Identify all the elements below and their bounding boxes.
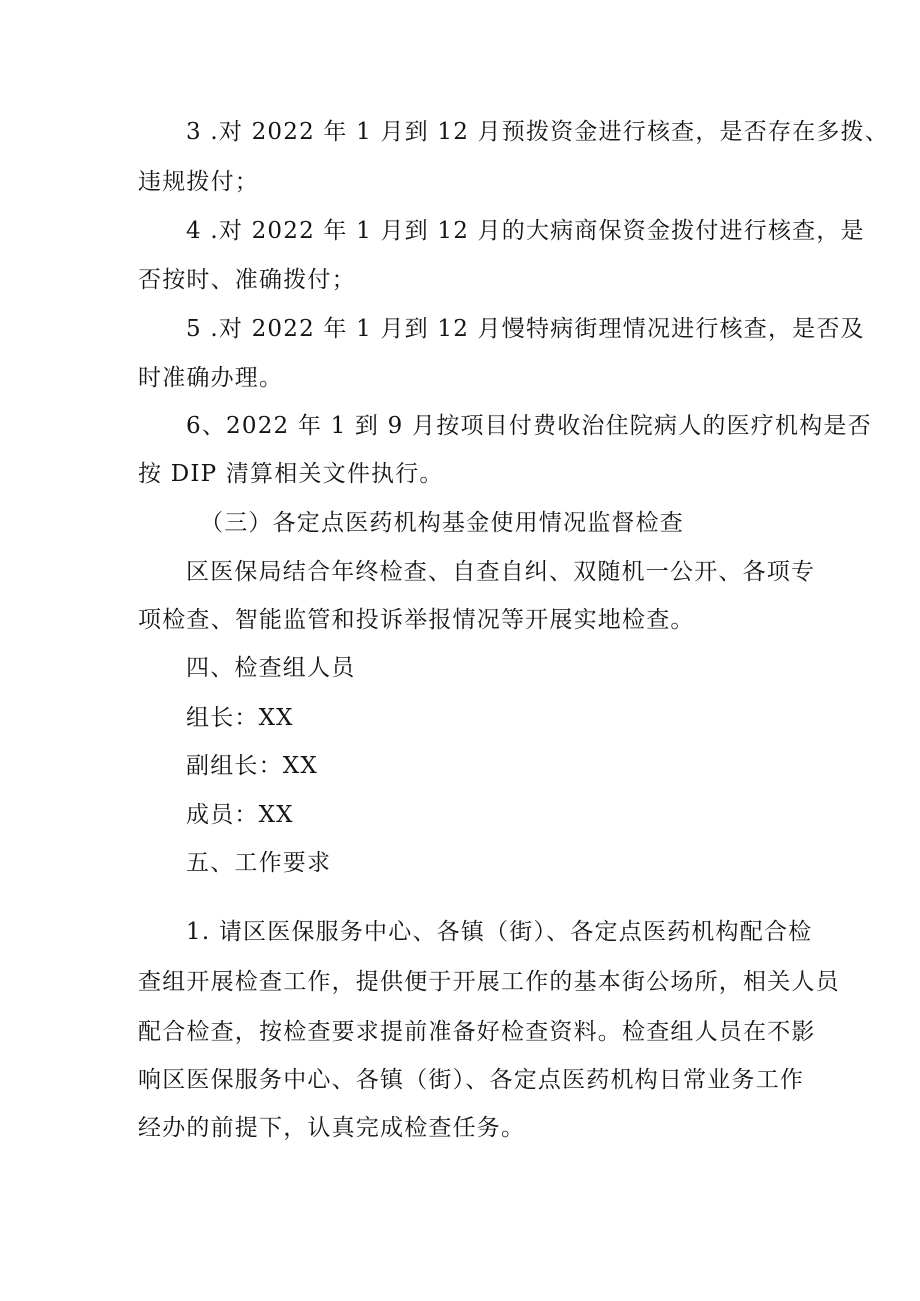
- requirement-1-line-5: 经办的前提下，认真完成检查任务。: [138, 1115, 526, 1141]
- requirement-1-line-4: 响区医保服务中心、各镇（街）、各定点医药机构日常业务工作: [138, 1067, 805, 1093]
- requirement-1-line-3: 配合检查，按检查要求提前准备好检查资料。检查组人员在不影: [138, 1019, 816, 1045]
- item-3-line-1: 3 .对 2022 年 1 月到 12 月预拨资金进行核查，是否存在多拨、: [186, 119, 889, 145]
- section-5-heading: 五、工作要求: [186, 850, 332, 876]
- item-5-line-1: 5 .对 2022 年 1 月到 12 月慢特病街理情况进行核查，是否及: [186, 316, 865, 342]
- team-members: 成员：XX: [186, 802, 294, 828]
- item-5-line-2: 时准确办理。: [138, 365, 284, 391]
- section-3-heading: （三）各定点医药机构基金使用情况监督检查: [200, 510, 684, 536]
- team-deputy-leader: 副组长：XX: [186, 753, 318, 779]
- requirement-1-line-2: 查组开展检查工作，提供便于开展工作的基本街公场所，相关人员: [138, 969, 840, 995]
- requirement-1-line-1: 1. 请区医保服务中心、各镇（街）、各定点医药机构配合检: [186, 919, 813, 945]
- section-3-body-line-1: 区医保局结合年终检查、自查自纠、双随机一公开、各项专: [186, 559, 816, 585]
- item-3-line-2: 违规拨付；: [138, 169, 259, 195]
- item-4-line-1: 4 .对 2022 年 1 月到 12 月的大病商保资金拨付进行核查，是: [186, 218, 865, 244]
- item-6-line-2: 按 DIP 清算相关文件执行。: [138, 461, 444, 487]
- item-4-line-2: 否按时、准确拨付；: [138, 267, 356, 293]
- team-leader: 组长：XX: [186, 705, 294, 731]
- section-3-body-line-2: 项检查、智能监管和投诉举报情况等开展实地检查。: [138, 607, 695, 633]
- section-4-heading: 四、检查组人员: [186, 655, 356, 681]
- item-6-line-1: 6、2022 年 1 到 9 月按项目付费收治住院病人的医疗机构是否: [186, 413, 872, 439]
